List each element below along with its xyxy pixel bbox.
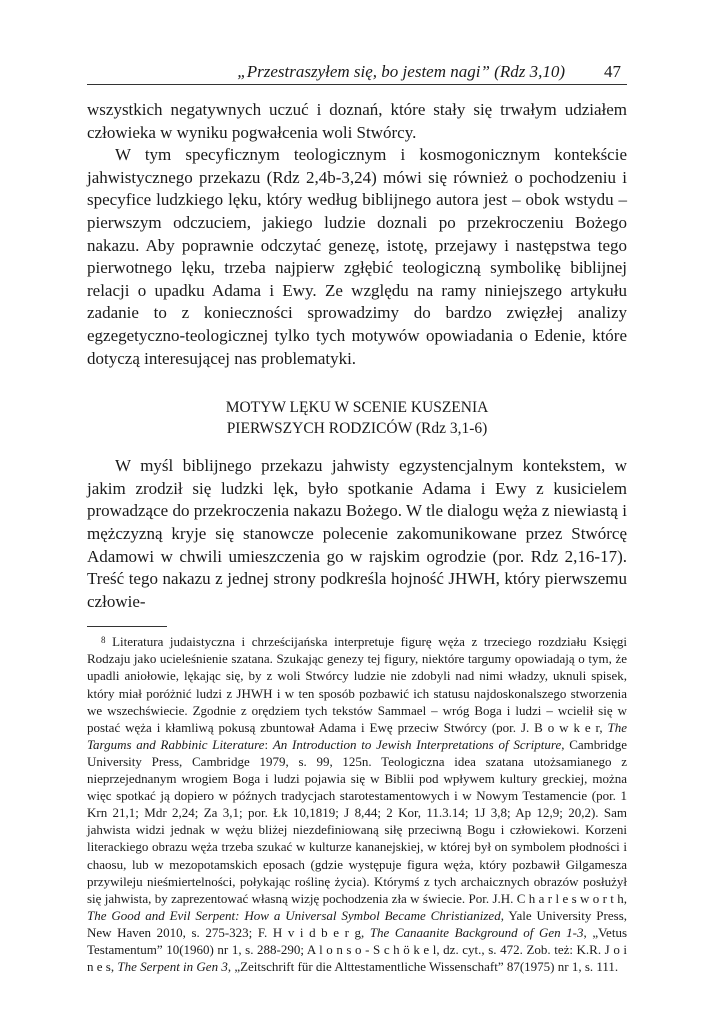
fn-title: The Good and Evil Serpent: How a Universal Symbol Became Christianized bbox=[87, 907, 501, 923]
fn-title: The Canaanite Background of Gen 1-3 bbox=[369, 924, 584, 940]
fn-author: J. B o w k e r bbox=[520, 719, 600, 735]
fn-title: An Introduction to Jewish Interpretations of Scripture bbox=[272, 736, 562, 752]
fn-title: The Targums and Rabbinic Literature bbox=[87, 719, 627, 752]
section-heading-line-1: MOTYW LĘKU W SCENIE KUSZENIA bbox=[225, 399, 489, 417]
paragraph-3: W myśl biblijnego przekazu jahwisty egzystencjalnym kontekstem, w jakim zrodził się ludzki lęk, było spotkanie Adama i Ewy z kusicielem prowadzące do przekroczenia nakazu Bożego. W tle dialogu węża z niewiastą i mężczyzną kryje się stanowcze polecenie zakomunikowane przez Stwórcę Adamowi w chwili umieszczenia go w rajskim ogrodzie (por. Rdz 2,16-17). Treść tego nakazu z jednej strony podkreśla hojność JHWH, który pierwszemu człowie- bbox=[87, 456, 627, 611]
fn-text: , „Zeitschrift für die Alttestamentliche Wissenschaft” 87(1975) nr 1, s. 111. bbox=[227, 959, 619, 975]
running-title: „Przestraszyłem się, bo jestem nagi” (Rdz 3,10) bbox=[237, 62, 565, 81]
fn-text: , bbox=[110, 959, 118, 975]
fn-text: , bbox=[623, 890, 627, 906]
paragraph-2: W tym specyficznym teologicznym i kosmogonicznym kontekście jahwistycznego przekazu (Rdz 2,4b-3,24) mówi się również o pochodzeniu i specyfice ludzkiego lęku, który według biblijnego autora jest – obok wstydu – pierwszym odczuciem, jakiego ludzie doznali po przekroczeniu Bożego nakazu. Aby poprawnie odczytać genezę, istotę, przejawy i następstwa tego pierwotnego lęku, trzeba najpierw zgłębić teologiczną symbolikę biblijnej relacji o upadku Adama i Ewy. Ze względu na ramy niniejszego artykułu zadanie to z konieczności sprowadzimy do bardzo zwięzłej analizy egzegetyczno-teologicznej tylko tych motywów opowiadania o Edenie, które dotyczą interesującej nas problematyki. bbox=[87, 145, 627, 368]
footnote-separator bbox=[87, 626, 167, 627]
footnote-8 bbox=[87, 633, 627, 975]
fn-text: , Yale University Press, New Haven 2010, s. 275-323; bbox=[87, 907, 627, 940]
paragraph-1: wszystkich negatywnych uczuć i doznań, które stały się trwałym udziałem człowieka w wyniku pogwałcenia woli Stwórcy. bbox=[87, 100, 627, 142]
footnote-marker: 8 bbox=[101, 635, 106, 646]
fn-text: , „Vetus Testamentum” 10(1960) nr 1, s. 288-290; bbox=[87, 924, 627, 957]
section-heading-line-2: PIERWSZYCH RODZICÓW (Rdz 3,1-6) bbox=[226, 420, 488, 438]
fn-author: F. H v i d b e r g bbox=[257, 924, 361, 940]
fn-text: , Cambridge University Press, Cambridge 1979, s. 99, 125n. Teologiczna idea szatana utożsamianego z nieprzejednanym wrogiem Boga i ludzi pojawia się w Biblii pod wpływem kultury greckiej, można więc spotkać ją dopiero w późnych tradycjach starotestamentowych i w Nowym Testamencie (por. 1 Krn 21,1; Mdr 2,24; Za 3,1; por. Łk 10,1819; J 8,44; 2 Kor, 11.3.14; 1J 3,8; Ap 12,9; 20,2). Sam jahwista widzi jednak w wężu bliżej niezdefiniowaną siłę przeciwną Bogu i człowiekowi. Korzeni literackiego obrazu węża trzeba szukać w kulturze kananejskiej, w której był on symbolem płodności i chaosu, lub w mezopotamskich eposach (gdzie występuje figura węża, który pozbawił Gilgamesza przywileju nieśmiertelności, połykając roślinę życia). Którymś z tych archaicznych obrazów posłużył się jahwista, by zaprezentować własną wizję pochodzenia zła w świecie. Por. bbox=[87, 736, 628, 906]
page bbox=[87, 58, 627, 975]
section-heading bbox=[87, 397, 627, 439]
fn-text: , bbox=[360, 924, 370, 940]
page-number: 47 bbox=[604, 62, 621, 81]
fn-author: K.R. J o i n e s bbox=[87, 941, 627, 975]
fn-text: , dz. cyt., s. 472. Zob. też: bbox=[436, 941, 577, 957]
fn-title: The Serpent in Gen 3 bbox=[117, 959, 228, 975]
fn-text: , bbox=[599, 719, 608, 735]
fn-text: : bbox=[264, 736, 273, 752]
main-text bbox=[87, 99, 627, 613]
fn-author: J.H. C h a r l e s w o r t h bbox=[492, 890, 624, 906]
running-header bbox=[87, 58, 627, 85]
fn-text: Literatura judaistyczna i chrześcijańska interpretuje figurę węża z trzeciego rozdziału Księgi Rodzaju jako ucieleśnienie szatana. Szukając genezy tej figury, niektóre targumy opowiadają o tym, że upadli aniołowie, lękając się, by z woli Stwórcy ludzie nie zdobyli nad nimi władzy, uknuli spisek, który miał poróżnić ludzi z JHWH i w ten sposób pozbawić ich statusu najdoskonalszego stworzenia we wszechświecie. Zgodnie z orędziem tych tekstów Sammael – wróg Boga i ludzi – wcielił się w postać węża i kłamliwą pokusą zbuntował Adama i Ewę przeciw Stwórcy (por. bbox=[87, 634, 627, 735]
fn-author: A l o n s o - S c h ö k e l bbox=[306, 941, 437, 957]
